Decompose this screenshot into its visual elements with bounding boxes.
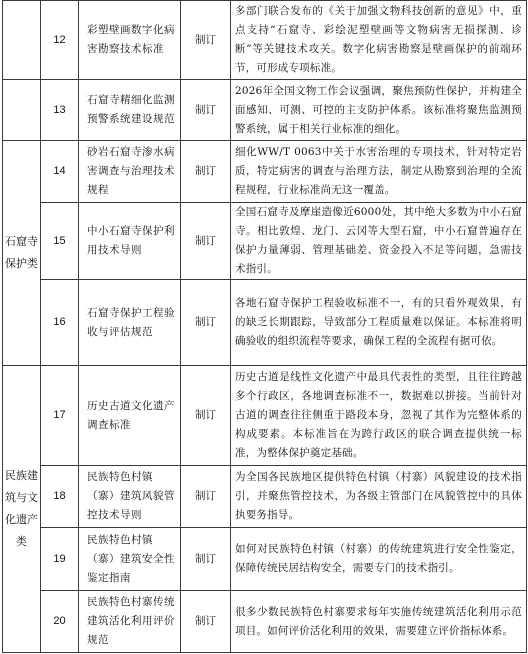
standard-description: 为全国各民族地区提供特色村镇（村寨）风貌建设的技术指引，并聚焦管控技术，为各级主管部门在风貌管控中的具体执要务指导。 xyxy=(231,466,527,528)
category-label: 石窟寺保护类 xyxy=(3,141,41,366)
standards-table xyxy=(2,0,527,653)
standard-type: 制订 xyxy=(181,528,231,591)
table-row xyxy=(3,466,527,528)
standard-type: 制订 xyxy=(181,141,231,203)
row-number: 12 xyxy=(41,1,79,80)
table-row xyxy=(3,1,527,80)
standard-name: 彩塑壁画数字化病害勘察技术标准 xyxy=(79,1,181,80)
standard-type: 制订 xyxy=(181,466,231,528)
standard-type: 制订 xyxy=(181,1,231,80)
row-number: 17 xyxy=(41,366,79,466)
standard-type: 制订 xyxy=(181,203,231,280)
standard-name: 民族特色村寨传统建筑活化利用评价规范 xyxy=(79,591,181,653)
standard-description: 多部门联合发布的《关于加强文物科技创新的意见》中，重点支持“石窟寺、彩绘泥塑壁画等文物病害无损探测、诊断”等关键技术攻关。数字化病害勘察是壁画保护的前端环节，可形成专项标准。 xyxy=(231,1,527,80)
category-cell xyxy=(3,80,41,141)
standard-name: 民族特色村镇（寨）建筑安全性鉴定指南 xyxy=(79,528,181,591)
standard-type: 制订 xyxy=(181,80,231,141)
standard-name: 民族特色村镇（寨）建筑风貌管控技术导则 xyxy=(79,466,181,528)
table-row xyxy=(3,528,527,591)
standard-description: 如何对民族特色村镇（村寨）的传统建筑进行安全性鉴定，保障传统民居结构安全，需要专门的技术指引。 xyxy=(231,528,527,591)
standard-description: 2026年全国文物工作会议强调，聚焦预防性保护，并构建全面感知、可测、可控的主支防护体系。该标准将聚焦监测预警系统，属于相关行业标准的细化。 xyxy=(231,80,527,141)
table-row xyxy=(3,366,527,466)
standard-description: 各地石窟寺保护工程验收标准不一，有的只看外观效果，有的缺乏长期跟踪，导致部分工程质量难以保证。本标准将明确验收的组织流程等要求，确保工程的全流程有据可依。 xyxy=(231,280,527,366)
standard-description: 全国石窟寺及摩崖造像近6000处，其中绝大多数为中小石窟寺。相比敦煌、龙门、云冈等大型石窟，中小石窟普遍存在保护力量薄弱、管理基础差、资金投入不足等问题，急需技术指引。 xyxy=(231,203,527,280)
standard-name: 历史古道文化遗产调查标准 xyxy=(79,366,181,466)
standard-description: 很多少数民族特色村寨要求每年实施传统建筑活化利用示范项目。如何评价活化利用的效果，需要建立评价指标体系。 xyxy=(231,591,527,653)
row-number: 13 xyxy=(41,80,79,141)
row-number: 15 xyxy=(41,203,79,280)
row-number: 16 xyxy=(41,280,79,366)
category-cell xyxy=(3,1,41,80)
table-row xyxy=(3,141,527,203)
row-number: 18 xyxy=(41,466,79,528)
standard-description: 历史古道是线性文化遗产中最具代表性的类型，且往往跨越多个行政区，各地调查标准不一，数据难以拼接。当前针对古道的调查往往侧重于路段本身，忽视了其作为完整体系的构成要素。本标准旨在为跨行政区的联合调查提供统一标准，为整体保护奠定基础。 xyxy=(231,366,527,466)
row-number: 19 xyxy=(41,528,79,591)
standard-name: 石窟寺精细化监测预警系统建设规范 xyxy=(79,80,181,141)
standard-type: 制订 xyxy=(181,366,231,466)
table-row xyxy=(3,203,527,280)
standards-table-page xyxy=(2,0,526,652)
row-number: 20 xyxy=(41,591,79,653)
standard-name: 石窟寺保护工程验收与评估规范 xyxy=(79,280,181,366)
standard-type: 制订 xyxy=(181,280,231,366)
category-label: 民族建筑与文化遗产类 xyxy=(3,366,41,653)
standard-description: 细化WW/T 0063中关于水害治理的专项技术，针对特定岩质，特定病害的调查与治理方法，制定从勘察到治理的全流程规程，行业标准尚无这一覆盖。 xyxy=(231,141,527,203)
table-row xyxy=(3,280,527,366)
standard-name: 中小石窟寺保护利用技术导则 xyxy=(79,203,181,280)
standard-name: 砂岩石窟寺渗水病害调查与治理技术规程 xyxy=(79,141,181,203)
table-row xyxy=(3,591,527,653)
standard-type: 制订 xyxy=(181,591,231,653)
row-number: 14 xyxy=(41,141,79,203)
table-row xyxy=(3,80,527,141)
